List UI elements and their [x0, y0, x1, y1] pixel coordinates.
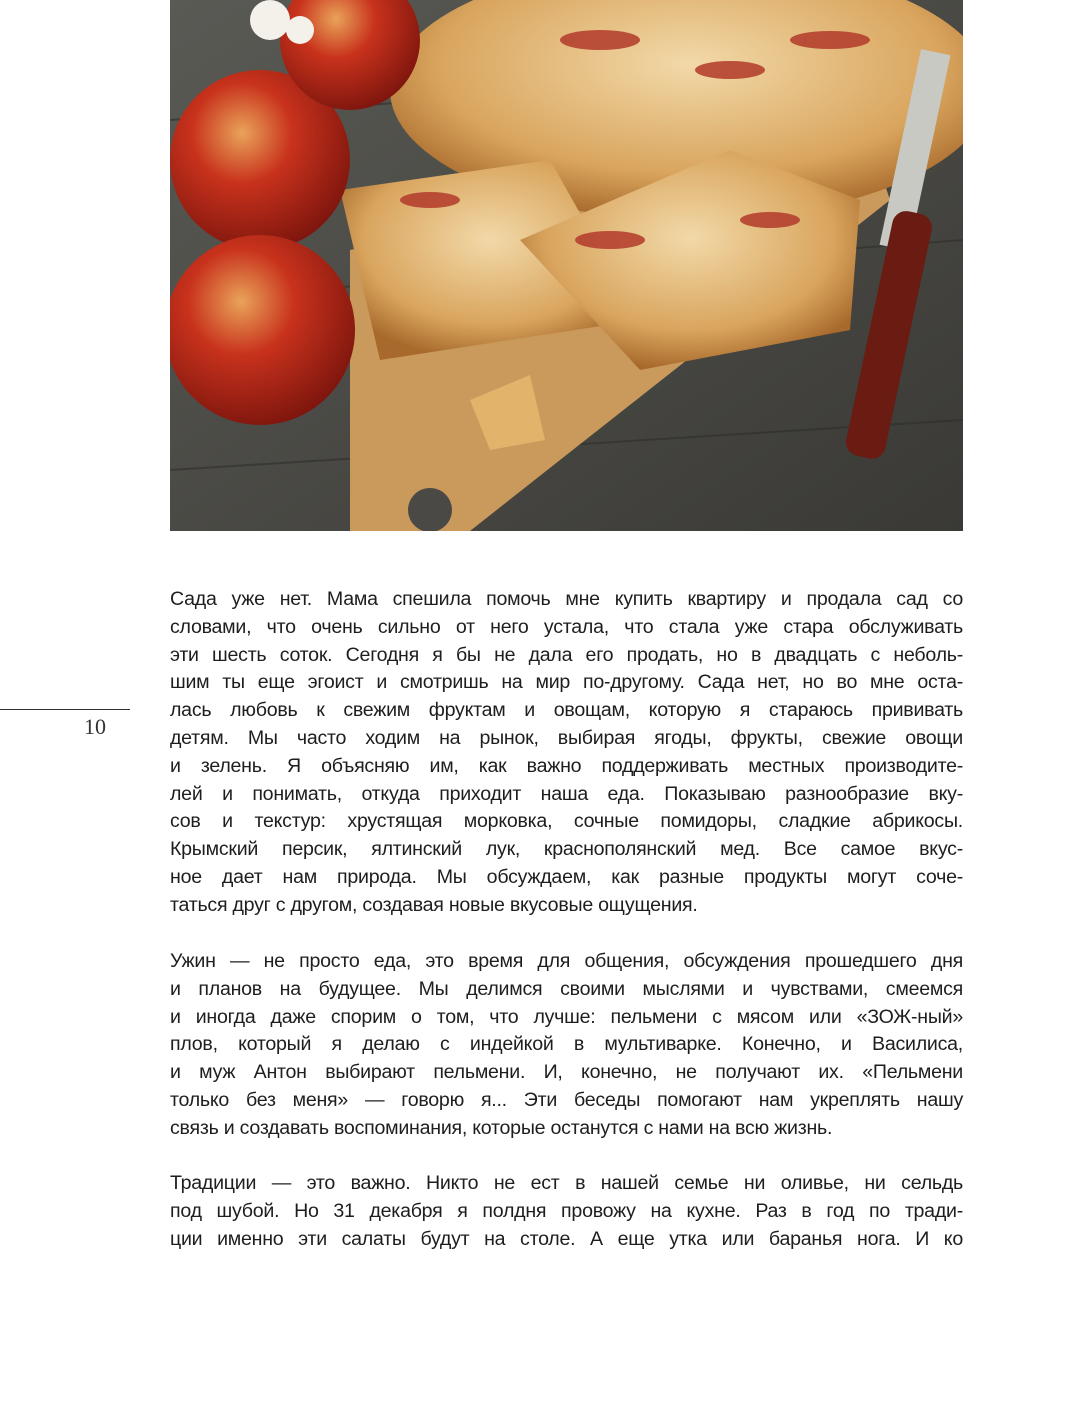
- text-line: связь и создавать воспоминания, которые останутся с нами на всю жизнь.: [170, 1116, 833, 1139]
- apple-pie-photo: [170, 0, 963, 531]
- text-line: детям. Мы часто ходим на рынок, выбирая ягоды, фрукты, свежие овощи: [170, 726, 963, 749]
- text-line: лей и понимать, откуда приходит наша еда. Показываю разнообразие вку-: [170, 782, 963, 805]
- page-number-rule: [0, 709, 130, 710]
- text-line: и планов на будущее. Мы делимся своими мыслями и чувствами, смеемся: [170, 977, 963, 1000]
- text-line: сов и текстур: хрустящая морковка, сочные помидоры, сладкие абрикосы.: [170, 810, 963, 833]
- text-line: и иногда даже спорим о том, что лучше: пельмени с мясом или «ЗОЖ-ный»: [170, 1005, 963, 1028]
- text-line: плов, который я делаю с индейкой в мультиварке. Конечно, и Василиса,: [170, 1033, 963, 1056]
- paragraph-dinner: [170, 948, 963, 1143]
- text-line: под шубой. Но 31 декабря я полдня провожу на кухне. Раз в год по тради-: [170, 1199, 963, 1222]
- text-line: Крымский персик, ялтинский лук, краснополянский мед. Все самое вкус-: [170, 838, 963, 861]
- text-line: словами, что очень сильно от него устала, что стала уже стара обслуживать: [170, 615, 963, 638]
- text-line: и зелень. Я объясняю им, как важно поддерживать местных производите-: [170, 754, 963, 777]
- paragraph-traditions: [170, 1170, 963, 1253]
- text-line: Ужин — не просто еда, это время для общения, обсуждения прошедшего дня: [170, 950, 963, 972]
- text-line: ное дает нам природа. Мы обсуждаем, как разные продукты могут соче-: [170, 865, 963, 888]
- text-line: и муж Антон выбирают пельмени. И, конечно, не получают их. «Пельмени: [170, 1061, 963, 1084]
- text-line: шим ты еще эгоист и смотришь на мир по-другому. Сада нет, но во мне оста-: [170, 671, 963, 694]
- text-line: Сада уже нет. Мама спешила помочь мне купить квартиру и продала сад со: [170, 588, 963, 610]
- page-number: 10: [84, 714, 106, 739]
- text-line: эти шесть соток. Сегодня я бы не дала его продать, но в двадцать с неболь-: [170, 643, 963, 666]
- text-line: Традиции — это важно. Никто не ест в нашей семье ни оливье, ни сельдь: [170, 1172, 963, 1194]
- paragraph-garden: [170, 586, 963, 920]
- text-line: лась любовь к свежим фруктам и овощам, которую я стараюсь прививать: [170, 699, 963, 722]
- text-line: таться друг с другом, создавая новые вкусовые ощущения.: [170, 893, 698, 916]
- text-line: ции именно эти салаты будут на столе. А еще утка или баранья нога. И ко: [170, 1227, 963, 1250]
- text-line: только без меня» — говорю я... Эти беседы помогают нам укреплять нашу: [170, 1088, 963, 1111]
